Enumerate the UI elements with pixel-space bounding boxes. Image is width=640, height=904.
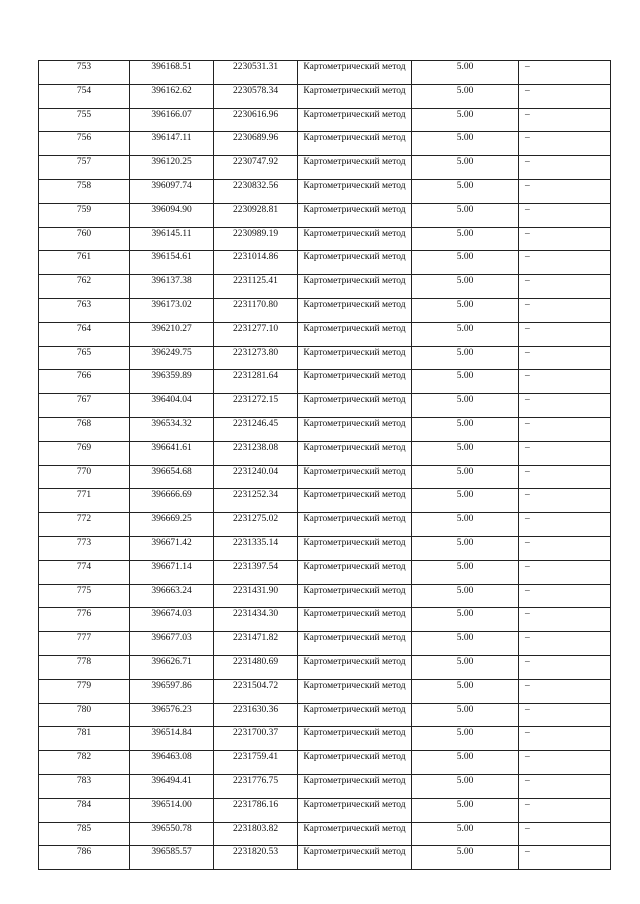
method-cell: Картометрический метод [298, 61, 412, 85]
y-coordinate-cell: 2231480.69 [214, 655, 298, 679]
error-cell: 5.00 [412, 774, 519, 798]
dash-cell: – [519, 108, 611, 132]
y-coordinate-cell: 2231630.36 [214, 703, 298, 727]
point-number-cell: 771 [39, 489, 130, 513]
method-cell: Картометрический метод [298, 346, 412, 370]
dash-cell: – [519, 655, 611, 679]
error-cell: 5.00 [412, 203, 519, 227]
coordinates-table-body [39, 61, 611, 870]
x-coordinate-cell: 396514.84 [130, 727, 214, 751]
dash-cell: – [519, 61, 611, 85]
error-cell: 5.00 [412, 465, 519, 489]
table-row [39, 156, 611, 180]
x-coordinate-cell: 396359.89 [130, 370, 214, 394]
point-number-cell: 782 [39, 751, 130, 775]
dash-cell: – [519, 132, 611, 156]
point-number-cell: 779 [39, 679, 130, 703]
y-coordinate-cell: 2231700.37 [214, 727, 298, 751]
table-row [39, 61, 611, 85]
x-coordinate-cell: 396210.27 [130, 322, 214, 346]
y-coordinate-cell: 2231281.64 [214, 370, 298, 394]
table-row [39, 179, 611, 203]
dash-cell: – [519, 679, 611, 703]
error-cell: 5.00 [412, 156, 519, 180]
table-row [39, 370, 611, 394]
method-cell: Картометрический метод [298, 156, 412, 180]
dash-cell: – [519, 774, 611, 798]
point-number-cell: 785 [39, 822, 130, 846]
y-coordinate-cell: 2231272.15 [214, 394, 298, 418]
x-coordinate-cell: 396641.61 [130, 441, 214, 465]
x-coordinate-cell: 396494.41 [130, 774, 214, 798]
x-coordinate-cell: 396669.25 [130, 513, 214, 537]
table-row [39, 703, 611, 727]
x-coordinate-cell: 396137.38 [130, 275, 214, 299]
table-row [39, 584, 611, 608]
x-coordinate-cell: 396120.25 [130, 156, 214, 180]
x-coordinate-cell: 396168.51 [130, 61, 214, 85]
point-number-cell: 754 [39, 84, 130, 108]
x-coordinate-cell: 396671.14 [130, 560, 214, 584]
dash-cell: – [519, 179, 611, 203]
table-row [39, 275, 611, 299]
point-number-cell: 786 [39, 846, 130, 870]
y-coordinate-cell: 2231170.80 [214, 298, 298, 322]
method-cell: Картометрический метод [298, 179, 412, 203]
dash-cell: – [519, 822, 611, 846]
point-number-cell: 781 [39, 727, 130, 751]
error-cell: 5.00 [412, 132, 519, 156]
y-coordinate-cell: 2231246.45 [214, 417, 298, 441]
x-coordinate-cell: 396166.07 [130, 108, 214, 132]
dash-cell: – [519, 513, 611, 537]
table-row [39, 608, 611, 632]
method-cell: Картометрический метод [298, 560, 412, 584]
table-row [39, 489, 611, 513]
dash-cell: – [519, 846, 611, 870]
error-cell: 5.00 [412, 84, 519, 108]
y-coordinate-cell: 2231277.10 [214, 322, 298, 346]
table-row [39, 346, 611, 370]
x-coordinate-cell: 396663.24 [130, 584, 214, 608]
point-number-cell: 757 [39, 156, 130, 180]
point-number-cell: 776 [39, 608, 130, 632]
dash-cell: – [519, 798, 611, 822]
table-row [39, 417, 611, 441]
error-cell: 5.00 [412, 108, 519, 132]
x-coordinate-cell: 396674.03 [130, 608, 214, 632]
error-cell: 5.00 [412, 798, 519, 822]
table-row [39, 132, 611, 156]
point-number-cell: 756 [39, 132, 130, 156]
x-coordinate-cell: 396671.42 [130, 536, 214, 560]
dash-cell: – [519, 703, 611, 727]
error-cell: 5.00 [412, 489, 519, 513]
method-cell: Картометрический метод [298, 608, 412, 632]
method-cell: Картометрический метод [298, 108, 412, 132]
error-cell: 5.00 [412, 513, 519, 537]
y-coordinate-cell: 2230689.96 [214, 132, 298, 156]
table-row [39, 822, 611, 846]
y-coordinate-cell: 2231252.34 [214, 489, 298, 513]
x-coordinate-cell: 396094.90 [130, 203, 214, 227]
y-coordinate-cell: 2231125.41 [214, 275, 298, 299]
method-cell: Картометрический метод [298, 465, 412, 489]
dash-cell: – [519, 417, 611, 441]
error-cell: 5.00 [412, 394, 519, 418]
y-coordinate-cell: 2231014.86 [214, 251, 298, 275]
method-cell: Картометрический метод [298, 584, 412, 608]
dash-cell: – [519, 346, 611, 370]
y-coordinate-cell: 2231397.54 [214, 560, 298, 584]
coordinates-table [38, 60, 611, 870]
point-number-cell: 784 [39, 798, 130, 822]
method-cell: Картометрический метод [298, 798, 412, 822]
error-cell: 5.00 [412, 322, 519, 346]
error-cell: 5.00 [412, 727, 519, 751]
method-cell: Картометрический метод [298, 132, 412, 156]
error-cell: 5.00 [412, 346, 519, 370]
table-row [39, 84, 611, 108]
point-number-cell: 783 [39, 774, 130, 798]
table-row [39, 394, 611, 418]
method-cell: Картометрический метод [298, 394, 412, 418]
x-coordinate-cell: 396173.02 [130, 298, 214, 322]
point-number-cell: 764 [39, 322, 130, 346]
point-number-cell: 763 [39, 298, 130, 322]
method-cell: Картометрический метод [298, 727, 412, 751]
point-number-cell: 774 [39, 560, 130, 584]
point-number-cell: 761 [39, 251, 130, 275]
error-cell: 5.00 [412, 560, 519, 584]
method-cell: Картометрический метод [298, 417, 412, 441]
table-row [39, 322, 611, 346]
x-coordinate-cell: 396463.08 [130, 751, 214, 775]
error-cell: 5.00 [412, 61, 519, 85]
error-cell: 5.00 [412, 751, 519, 775]
error-cell: 5.00 [412, 679, 519, 703]
x-coordinate-cell: 396534.32 [130, 417, 214, 441]
y-coordinate-cell: 2231431.90 [214, 584, 298, 608]
y-coordinate-cell: 2231820.53 [214, 846, 298, 870]
point-number-cell: 767 [39, 394, 130, 418]
x-coordinate-cell: 396654.68 [130, 465, 214, 489]
y-coordinate-cell: 2230578.34 [214, 84, 298, 108]
method-cell: Картометрический метод [298, 370, 412, 394]
table-row [39, 798, 611, 822]
y-coordinate-cell: 2231786.16 [214, 798, 298, 822]
point-number-cell: 772 [39, 513, 130, 537]
method-cell: Картометрический метод [298, 489, 412, 513]
y-coordinate-cell: 2230616.96 [214, 108, 298, 132]
x-coordinate-cell: 396249.75 [130, 346, 214, 370]
method-cell: Картометрический метод [298, 203, 412, 227]
method-cell: Картометрический метод [298, 846, 412, 870]
x-coordinate-cell: 396514.00 [130, 798, 214, 822]
dash-cell: – [519, 394, 611, 418]
y-coordinate-cell: 2231434.30 [214, 608, 298, 632]
dash-cell: – [519, 560, 611, 584]
method-cell: Картометрический метод [298, 298, 412, 322]
error-cell: 5.00 [412, 441, 519, 465]
error-cell: 5.00 [412, 703, 519, 727]
x-coordinate-cell: 396162.62 [130, 84, 214, 108]
table-row [39, 227, 611, 251]
y-coordinate-cell: 2231759.41 [214, 751, 298, 775]
table-row [39, 513, 611, 537]
table-row [39, 108, 611, 132]
x-coordinate-cell: 396404.04 [130, 394, 214, 418]
error-cell: 5.00 [412, 275, 519, 299]
table-row [39, 465, 611, 489]
dash-cell: – [519, 465, 611, 489]
error-cell: 5.00 [412, 846, 519, 870]
method-cell: Картометрический метод [298, 536, 412, 560]
point-number-cell: 765 [39, 346, 130, 370]
dash-cell: – [519, 751, 611, 775]
point-number-cell: 759 [39, 203, 130, 227]
table-row [39, 632, 611, 656]
y-coordinate-cell: 2231238.08 [214, 441, 298, 465]
method-cell: Картометрический метод [298, 703, 412, 727]
dash-cell: – [519, 441, 611, 465]
method-cell: Картометрический метод [298, 275, 412, 299]
table-row [39, 679, 611, 703]
error-cell: 5.00 [412, 298, 519, 322]
y-coordinate-cell: 2231273.80 [214, 346, 298, 370]
point-number-cell: 777 [39, 632, 130, 656]
x-coordinate-cell: 396147.11 [130, 132, 214, 156]
y-coordinate-cell: 2230928.81 [214, 203, 298, 227]
dash-cell: – [519, 251, 611, 275]
table-row [39, 560, 611, 584]
dash-cell: – [519, 584, 611, 608]
y-coordinate-cell: 2231275.02 [214, 513, 298, 537]
dash-cell: – [519, 608, 611, 632]
x-coordinate-cell: 396597.86 [130, 679, 214, 703]
table-row [39, 846, 611, 870]
error-cell: 5.00 [412, 655, 519, 679]
x-coordinate-cell: 396576.23 [130, 703, 214, 727]
y-coordinate-cell: 2230989.19 [214, 227, 298, 251]
error-cell: 5.00 [412, 608, 519, 632]
point-number-cell: 770 [39, 465, 130, 489]
method-cell: Картометрический метод [298, 513, 412, 537]
y-coordinate-cell: 2231776.75 [214, 774, 298, 798]
dash-cell: – [519, 322, 611, 346]
table-row [39, 655, 611, 679]
point-number-cell: 769 [39, 441, 130, 465]
table-row [39, 536, 611, 560]
point-number-cell: 768 [39, 417, 130, 441]
point-number-cell: 758 [39, 179, 130, 203]
table-row [39, 203, 611, 227]
x-coordinate-cell: 396626.71 [130, 655, 214, 679]
method-cell: Картометрический метод [298, 632, 412, 656]
y-coordinate-cell: 2230832.56 [214, 179, 298, 203]
table-row [39, 727, 611, 751]
point-number-cell: 760 [39, 227, 130, 251]
x-coordinate-cell: 396145.11 [130, 227, 214, 251]
method-cell: Картометрический метод [298, 84, 412, 108]
error-cell: 5.00 [412, 417, 519, 441]
table-row [39, 441, 611, 465]
point-number-cell: 762 [39, 275, 130, 299]
method-cell: Картометрический метод [298, 441, 412, 465]
y-coordinate-cell: 2230747.92 [214, 156, 298, 180]
method-cell: Картометрический метод [298, 227, 412, 251]
x-coordinate-cell: 396154.61 [130, 251, 214, 275]
x-coordinate-cell: 396677.03 [130, 632, 214, 656]
dash-cell: – [519, 489, 611, 513]
dash-cell: – [519, 727, 611, 751]
method-cell: Картометрический метод [298, 679, 412, 703]
method-cell: Картометрический метод [298, 322, 412, 346]
y-coordinate-cell: 2231803.82 [214, 822, 298, 846]
dash-cell: – [519, 84, 611, 108]
y-coordinate-cell: 2231471.82 [214, 632, 298, 656]
error-cell: 5.00 [412, 227, 519, 251]
point-number-cell: 780 [39, 703, 130, 727]
y-coordinate-cell: 2231240.04 [214, 465, 298, 489]
point-number-cell: 753 [39, 61, 130, 85]
dash-cell: – [519, 275, 611, 299]
table-row [39, 298, 611, 322]
table-row [39, 251, 611, 275]
error-cell: 5.00 [412, 251, 519, 275]
y-coordinate-cell: 2231504.72 [214, 679, 298, 703]
method-cell: Картометрический метод [298, 751, 412, 775]
error-cell: 5.00 [412, 536, 519, 560]
error-cell: 5.00 [412, 179, 519, 203]
x-coordinate-cell: 396666.69 [130, 489, 214, 513]
x-coordinate-cell: 396585.57 [130, 846, 214, 870]
dash-cell: – [519, 156, 611, 180]
method-cell: Картометрический метод [298, 822, 412, 846]
table-row [39, 751, 611, 775]
dash-cell: – [519, 632, 611, 656]
method-cell: Картометрический метод [298, 655, 412, 679]
dash-cell: – [519, 203, 611, 227]
y-coordinate-cell: 2230531.31 [214, 61, 298, 85]
point-number-cell: 766 [39, 370, 130, 394]
error-cell: 5.00 [412, 632, 519, 656]
table-row [39, 774, 611, 798]
point-number-cell: 755 [39, 108, 130, 132]
dash-cell: – [519, 370, 611, 394]
dash-cell: – [519, 298, 611, 322]
point-number-cell: 778 [39, 655, 130, 679]
point-number-cell: 775 [39, 584, 130, 608]
x-coordinate-cell: 396550.78 [130, 822, 214, 846]
error-cell: 5.00 [412, 370, 519, 394]
method-cell: Картометрический метод [298, 251, 412, 275]
x-coordinate-cell: 396097.74 [130, 179, 214, 203]
point-number-cell: 773 [39, 536, 130, 560]
y-coordinate-cell: 2231335.14 [214, 536, 298, 560]
dash-cell: – [519, 227, 611, 251]
method-cell: Картометрический метод [298, 774, 412, 798]
error-cell: 5.00 [412, 584, 519, 608]
dash-cell: – [519, 536, 611, 560]
error-cell: 5.00 [412, 822, 519, 846]
